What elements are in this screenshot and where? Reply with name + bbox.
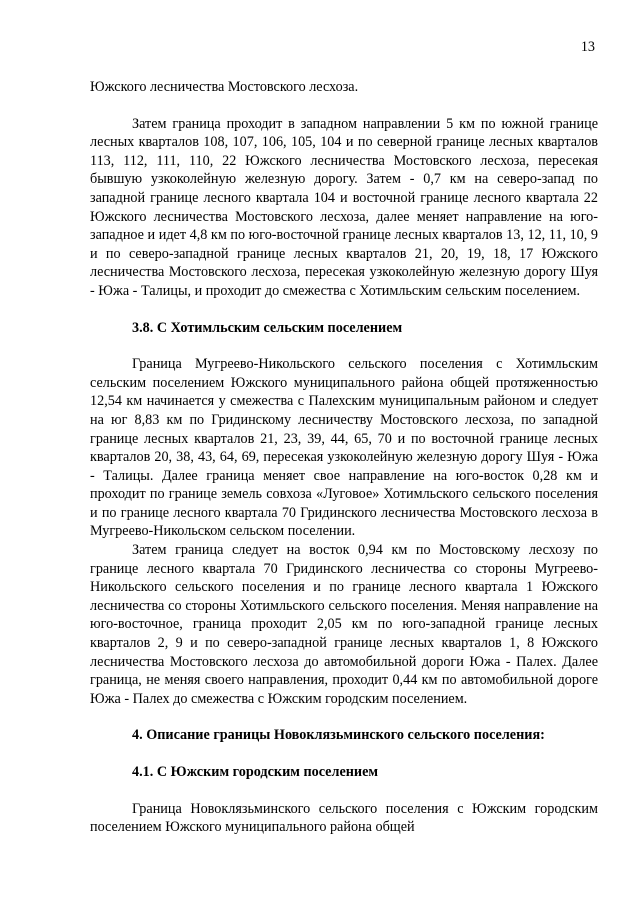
paragraph-continuation: Южского лесничества Мостовского лесхоза. [90,79,359,95]
paragraph-novoklyazminsky-boundary: Граница Новоклязьминского сельского поселения с Южским городским поселением Южского муниципального района общей [90,800,598,836]
page-number: 13 [580,39,595,55]
paragraph-southern-boundary: Затем граница проходит в западном направлении 5 км по южной границе лесных кварталов 108, 107, 106, 105, 104 и по северной границе лесных кварталов 113, 112, 111, 110, 22 Южского лесничества Мостовского лесхоза, пересекая бывшую узкоколейную железную дорогу. Затем - 0,7 км на северо-запад по западной границе лесного квартала 104 и восточной границе лесного квартала 22 Южского лесничества Мостовского лесхоза, далее меняет направление на юго-западное и идет 4,8 км по юго-восточной границе лесных кварталов 13, 12, 11, 10, 9 и по северо-западной границе лесных кварталов 21, 20, 19, 18, 17 Южского лесничества Мостовского лесхоза, пересекая узкоколейную железную дорогу Шуя - Южа - Талицы, и проходит до смежества с Хотимльским сельским поселением. [90,115,598,299]
document-body [90,78,598,837]
paragraph-khotimlsky-continuation: Затем граница следует на восток 0,94 км по Мостовскому лесхозу по границе лесного квартала 70 Гридинского лесничества со стороны Мугреево-Никольского сельского поселения и по границе лесного квартала 1 Южского лесничества со стороны Хотимльского сельского поселения. Меняя направление на юго-восточное, граница проходит 2,05 км по юго-западной границе лесных кварталов 2, 9 и по северо-западной границе лесных кварталов 1, 8 Южского лесничества Мостовского лесхоза до автомобильной дороги Южа - Палех. Далее граница, не меняя своего направления, проходит 0,44 км по автомобильной дороге Южа - Палех до смежества с Южским городским поселением. [90,542,598,707]
section-heading-3-8: 3.8. С Хотимльским сельским поселением [132,319,403,336]
paragraph-khotimlsky-boundary: Граница Мугреево-Никольского сельского поселения с Хотимльским сельским поселением Южского муниципального района общей протяженностью 12,54 км начинается у смежества с Палехским муниципальным районом и следует на юг 8,83 км по Гридинскому лесничеству Мостовского лесхоза, по западной границе лесных кварталов 21, 23, 39, 44, 65, 70 и по восточной границе лесных кварталов 20, 38, 43, 64, 69, пересекая узкоколейную железную дорогу Шуя - Южа - Талицы. Далее граница меняет свое направление на юго-восток 0,28 км и проходит по границе земель совхоза «Луговое» Хотимльского сельского поселения и по границе лесного квартала 70 Гридинского лесничества Мостовского лесхоза в Мугреево-Никольском сельском поселении. [90,356,598,540]
section-heading-4: 4. Описание границы Новоклязьминского сельского поселения: [132,727,545,744]
section-heading-4-1: 4.1. С Южским городским поселением [132,764,379,780]
